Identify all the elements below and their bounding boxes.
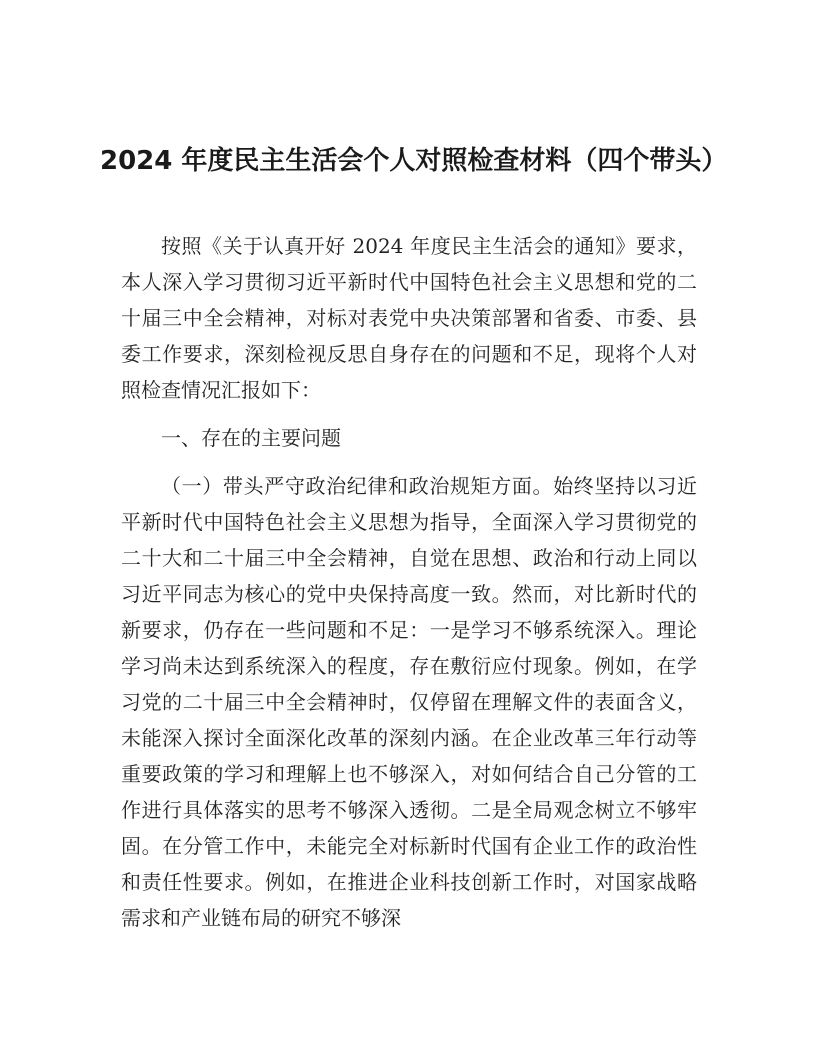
document-title: 2024 年度民主生活会个人对照检查材料（四个带头） [100,146,728,176]
intro-paragraph: 按照《关于认真开好 2024 年度民主生活会的通知》要求，本人深入学习贯彻习近平新时代中国特色社会主义思想和党的二十届三中全会精神，对标对表党中央决策部署和省委、市委、县委工作要求，深刻检视反思自身存在的问题和不足，现将个人对照检查情况汇报如下： [121,234,697,402]
section-heading: 一、存在的主要问题 [161,426,341,450]
section-paragraph: （一）带头严守政治纪律和政治规矩方面。始终坚持以习近平新时代中国特色社会主义思想为指导，全面深入学习贯彻党的二十大和二十届三中全会精神，自觉在思想、政治和行动上同以习近平同志为核心的党中央保持高度一致。然而，对比新时代的新要求，仍存在一些问题和不足：一是学习不够系统深入。理论学习尚未达到系统深入的程度，存在敷衍应付现象。例如，在学习党的二十届三中全会精神时，仅停留在理解文件的表面含义，未能深入探讨全面深化改革的深刻内涵。在企业改革三年行动等重要政策的学习和理解上也不够深入，对如何结合自己分管的工作进行具体落实的思考不够深入透彻。二是全局观念树立不够牢固。在分管工作中，未能完全对标新时代国有企业工作的政治性和责任性要求。例如，在推进企业科技创新工作时，对国家战略需求和产业链布局的研究不够深 [121,474,697,930]
document-body [121,228,697,936]
